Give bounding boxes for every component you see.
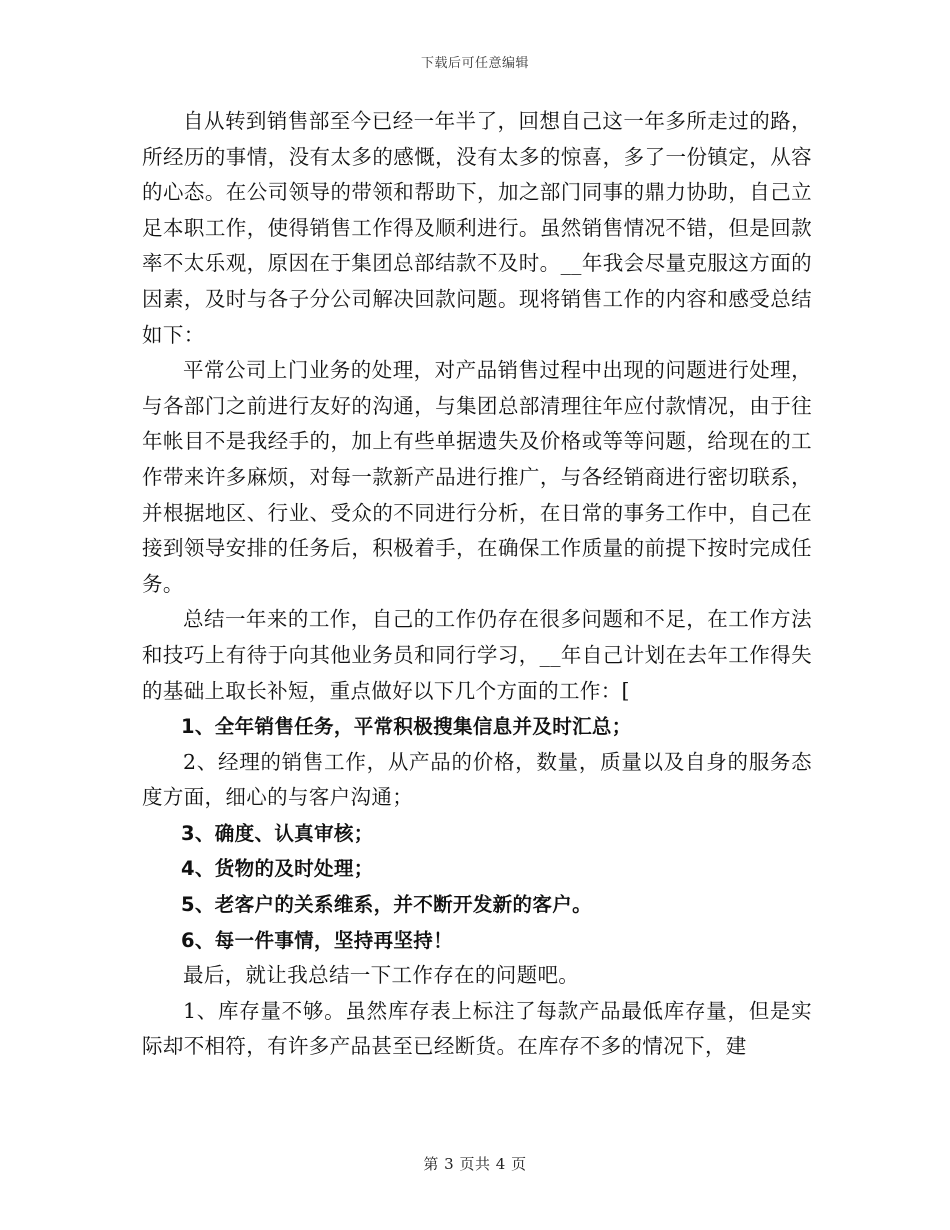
paragraph-intro: 自从转到销售部至今已经一年半了，回想自己这一年多所走过的路，所经历的事情，没有太多的感慨，没有太多的惊喜，多了一份镇定，从容的心态。在公司领导的带领和帮助下，加之部门同事的鼎力协助，自己立足本职工作，使得销售工作得及顺利进行。虽然销售情况不错，但是回款率不太乐观，原因在于集团总部结款不及时。__年我会尽量克服这方面的因素，及时与各子分公司解决回款问题。现将销售工作的内容和感受总结如下： [142, 109, 812, 347]
list-item-2: 2、经理的销售工作，从产品的价格，数量，质量以及自身的服务态度方面，细心的与客户沟通； [142, 749, 812, 810]
paragraph-summary: 总结一年来的工作，自己的工作仍存在很多问题和不足，在工作方法和技巧上有待于向其他业务员和同行学习，__年自己计划在去年工作得失的基础上取长补短，重点做好以下几个方面的工作：[ [142, 607, 812, 703]
list-item-4: 4、货物的及时处理； [181, 857, 374, 881]
page-header-note: 下载后可任意编辑 [420, 56, 529, 71]
list-item-3: 3、确度、认真审核； [181, 821, 374, 845]
paragraph-problems-intro: 最后，就让我总结一下工作存在的问题吧。 [183, 963, 580, 988]
problem-item-1: 1、库存量不够。虽然库存表上标注了每款产品最低库存量，但是实际却不相符，有许多产品甚至已经断货。在库存不多的情况下，建 [142, 998, 812, 1059]
list-item-1: 1、全年销售任务，平常积极搜集信息并及时汇总； [181, 715, 632, 739]
page-number: 第 3 页共 4 页 [423, 1155, 527, 1173]
paragraph-daily-work: 平常公司上门业务的处理，对产品销售过程中出现的问题进行处理，与各部门之前进行友好的沟通，与集团总部清理往年应付款情况，由于往年帐目不是我经手的，加上有些单据遗失及价格或等等问题，给现在的工作带来许多麻烦，对每一款新产品进行推广，与各经销商进行密切联系，并根据地区、行业、受众的不同进行分析，在日常的事务工作中，自己在接到领导安排的任务后，积极着手，在确保工作质量的前提下按时完成任务。 [142, 358, 812, 596]
list-item-5: 5、老客户的关系维系，并不断开发新的客户。 [181, 893, 592, 917]
list-item-6: 6、每一件事情，坚持再坚持！ [181, 928, 453, 952]
document-body [142, 104, 812, 1065]
